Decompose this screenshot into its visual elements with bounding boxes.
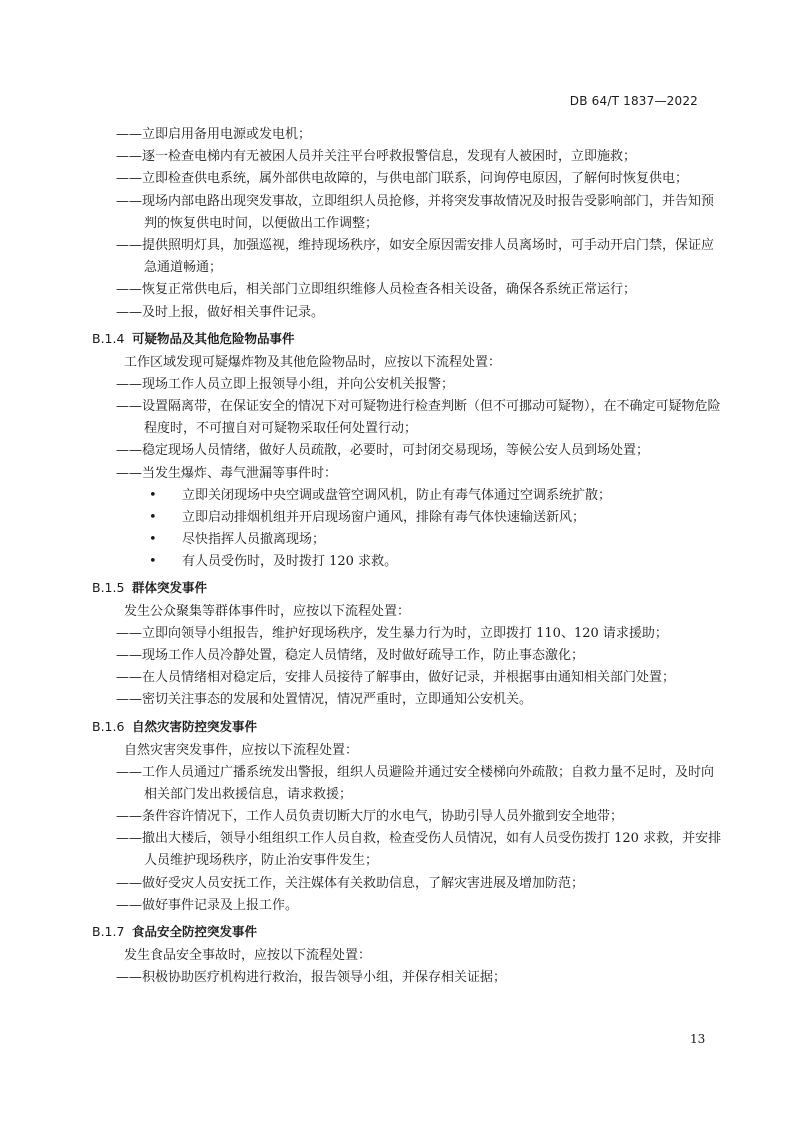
bullet-item [116, 529, 726, 551]
list-item: ——提供照明灯具，加强巡视，维持现场秩序，如安全原因需安排人员离场时，可手动开启门禁，保证应急通道畅通； [116, 238, 715, 276]
section-heading-b14 [92, 328, 726, 350]
bullet-text: 尽快指挥人员撤离现场； [182, 531, 326, 547]
list-item: ——密切关注事态的发展和处置情况，情况严重时，立即通知公安机关。 [116, 692, 533, 708]
page-body [92, 124, 726, 989]
section-heading-b17 [92, 921, 726, 943]
bullet-item [116, 551, 726, 573]
section-heading-b15 [92, 577, 726, 599]
bullet-text: 有人员受伤时，及时拨打 120 求救。 [182, 553, 398, 569]
section-title: 自然灾害防控突发事件 [132, 718, 258, 734]
list-item: ——稳定现场人员情绪，做好人员疏散，必要时，可封闭交易现场，等候公安人员到场处置； [116, 443, 650, 459]
list-item: ——做好受灾人员安抚工作，关注媒体有关救助信息，了解灾害进展及增加防范； [116, 875, 585, 891]
list-item: ——积极协助医疗机构进行救治，报告领导小组，并保存相关证据； [116, 970, 507, 986]
list-item: ——工作人员通过广播系统发出警报，组织人员避险并通过安全楼梯向外疏散；自救力量不足时，及时向相关部门发出救援信息，请求救援； [116, 764, 715, 802]
bullet-icon: • [149, 487, 157, 503]
list-item: ——立即启用备用电源或发电机； [116, 127, 312, 142]
section-title: 可疑物品及其他危险物品事件 [132, 330, 295, 346]
bullet-icon: • [149, 553, 157, 569]
section-number: B.1.5 [92, 579, 125, 595]
section-intro: 发生公众聚集等群体事件时，应按以下流程处置： [124, 603, 411, 619]
section-intro: 发生食品安全事故时，应按以下流程处置： [124, 948, 372, 964]
list-item: ——做好事件记录及上报工作。 [116, 897, 299, 913]
list-item: ——条件容许情况下，工作人员负责切断大厅的水电气，协助引导人员外撤到安全地带； [116, 809, 624, 825]
list-item: ——在人员情绪相对稳定后，安排人员接待了解事由，做好记录，并根据事由通知相关部门处置； [116, 670, 676, 686]
list-item: ——立即检查供电系统，属外部供电故障的，与供电部门联系，问询停电原因，了解何时恢复供电； [116, 171, 689, 187]
list-item: ——当发生爆炸、毒气泄漏等事件时： [116, 465, 338, 481]
bullet-icon: • [149, 509, 157, 525]
section-heading-b16 [92, 716, 726, 738]
section-number: B.1.6 [92, 718, 125, 734]
list-item: ——及时上报，做好相关事件记录。 [116, 304, 325, 320]
section-number: B.1.7 [92, 924, 125, 940]
bullet-text: 立即启动排烟机组并开启现场窗户通风，排除有毒气体快速输送新风； [182, 509, 586, 525]
section-title: 食品安全防控突发事件 [132, 924, 258, 940]
bullet-item [116, 507, 726, 529]
list-item: ——现场内部电路出现突发事故，立即组织人员抢修，并将突发事故情况及时报告受影响部门，并告知预判的恢复供电时间，以便做出工作调整； [116, 193, 715, 231]
list-item: ——撤出大楼后，领导小组组织工作人员自救，检查受伤人员情况，如有人员受伤拨打 120 求救，并安排人员维护现场秩序，防止治安事件发生； [116, 831, 722, 869]
page-number: 13 [690, 1032, 706, 1046]
bullet-item [116, 485, 726, 507]
section-intro: 工作区域发现可疑爆炸物及其他危险物品时，应按以下流程处置： [124, 354, 502, 370]
section-title: 群体突发事件 [132, 579, 208, 595]
list-item: ——恢复正常供电后，相关部门立即组织维修人员检查各相关设备，确保各系统正常运行； [116, 282, 637, 298]
section-intro: 自然灾害突发事件，应按以下流程处置： [124, 742, 359, 758]
bullet-icon: • [149, 531, 157, 547]
list-item: ——现场工作人员冷静处置，稳定人员情绪，及时做好疏导工作，防止事态激化； [116, 648, 585, 664]
document-code-header: DB 64/T 1837—2022 [569, 94, 698, 108]
section-number: B.1.4 [92, 330, 125, 346]
list-item: ——逐一检查电梯内有无被困人员并关注平台呼救报警信息，发现有人被困时，立即施救； [116, 149, 637, 165]
list-item: ——立即向领导小组报告，维护好现场秩序，发生暴力行为时，立即拨打 110、120 请求援助； [116, 625, 668, 641]
power-outage-steps [116, 124, 726, 324]
list-item: ——设置隔离带，在保证安全的情况下对可疑物进行检查判断（但不可挪动可疑物），在不确定可疑物危险程度时，不可擅自对可疑物采取任何处置行动； [116, 399, 721, 437]
list-item: ——现场工作人员立即上报领导小组，并向公安机关报警； [116, 376, 455, 392]
bullet-text: 立即关闭现场中央空调或盘管空调风机，防止有毒气体通过空调系统扩散； [182, 487, 612, 503]
